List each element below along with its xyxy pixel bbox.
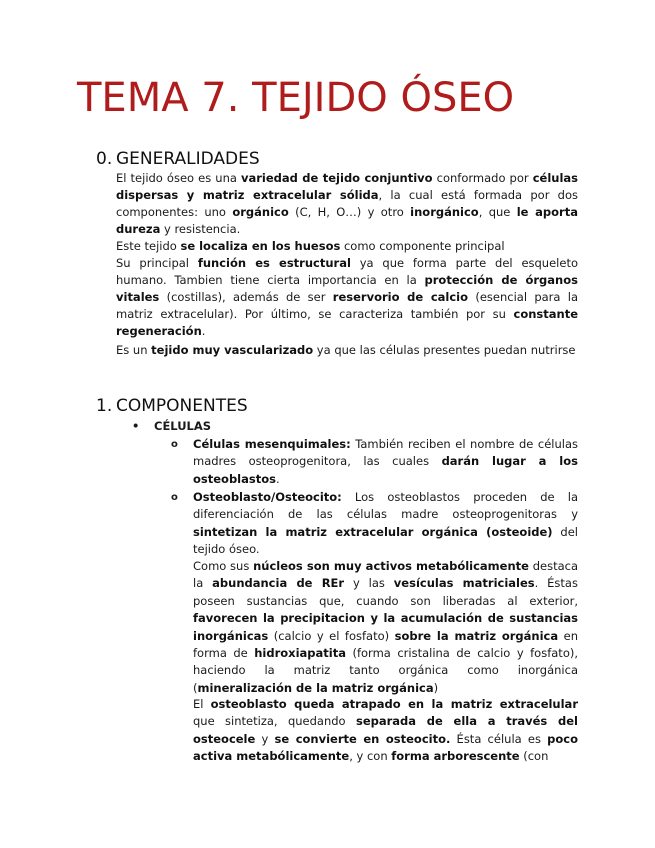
bold-text: función es estructural	[197, 256, 351, 270]
text-run: (esencial para la matriz extracelular). Por último, se caracteriza también por su	[116, 290, 578, 321]
section-title: COMPONENTES	[116, 396, 248, 416]
text-run: ya que las células presentes puedan nutrirse	[313, 343, 576, 357]
text-run: (con	[519, 749, 549, 764]
section-number: 0.	[96, 149, 113, 169]
paragraph	[116, 342, 578, 359]
text-run: Como sus	[193, 559, 254, 573]
list-item-continuation	[193, 558, 578, 697]
text-run: Es un	[116, 343, 152, 357]
bold-text: sobre la matriz orgánica	[394, 628, 559, 643]
text-run: (forma cristalina de calcio y fosfato), haciendo la matriz tanto orgánica como inorgánica (	[193, 646, 578, 695]
text-run: y resistencia.	[160, 222, 241, 236]
list-item-mesenquimales	[193, 436, 578, 488]
bold-text: inorgánico	[410, 205, 479, 219]
text-run: . Éstas poseen sustancias que, cuando son liberadas al exterior,	[193, 576, 578, 608]
text-run: , y con	[349, 749, 392, 764]
bold-text: tejido muy vascularizado	[151, 343, 314, 357]
text-run: ya que forma parte del esqueleto humano. Tambien tiene cierta importancia en la	[116, 256, 578, 287]
text-run: El tejido óseo es una	[116, 171, 241, 185]
text-run: Ésta célula es	[450, 731, 548, 746]
text-run: destaca la	[193, 559, 579, 591]
bold-text: Células mesenquimales:	[193, 437, 351, 451]
text-run: .	[275, 471, 280, 486]
text-run: (costillas), además de ser	[159, 290, 333, 304]
bold-text: separada de ella a través del osteocele	[193, 714, 578, 746]
text-run: .	[201, 324, 206, 338]
bold-text: osteoblasto queda atrapado en la matriz extracelular	[210, 697, 578, 711]
bold-text: células dispersas y matriz extracelular sólida	[116, 171, 578, 202]
bold-text: orgánico	[232, 205, 289, 219]
bold-text: variedad de tejido conjuntivo	[240, 171, 433, 185]
text-run: y las	[344, 576, 394, 591]
bullet-icon: •	[132, 419, 140, 433]
bold-text: hidroxiapatita	[254, 646, 346, 661]
bold-text: protección de órganos vitales	[116, 273, 578, 304]
bold-text: vesículas matriciales	[393, 576, 535, 591]
text-run: como componente principal	[340, 239, 505, 253]
bold-text: se localiza en los huesos	[180, 239, 341, 253]
section-number: 1.	[96, 396, 113, 416]
bold-text: constante regeneración	[116, 307, 578, 338]
text-run: y	[255, 731, 275, 746]
text-run: (C, H, O…) y otro	[288, 205, 411, 219]
paragraph	[116, 255, 578, 340]
bullet-item-celulas	[132, 418, 211, 435]
bold-text: forma arborescente	[391, 749, 520, 764]
bold-text: poco activa metabólicamente	[193, 731, 578, 764]
section-title: GENERALIDADES	[116, 149, 260, 169]
text-run: También reciben el nombre de células madres osteoprogenitora, las cuales	[193, 437, 578, 469]
bold-text: se convierte en osteocito.	[274, 731, 451, 746]
bullet-label: CÉLULAS	[154, 419, 212, 433]
section-heading-generalidades	[96, 148, 260, 170]
bold-text: abundancia de REr	[212, 576, 345, 591]
bold-text: núcleos son muy activos metabólicamente	[253, 559, 529, 573]
text-run: del tejido óseo.	[193, 524, 578, 557]
text-run: )	[433, 680, 439, 695]
bold-text: Osteoblasto/Osteocito:	[193, 490, 342, 504]
text-run: El	[193, 697, 211, 711]
text-run: Su principal	[116, 256, 198, 270]
page-title: TEMA 7. TEJIDO ÓSEO	[77, 75, 515, 121]
bold-text: reservorio de calcio	[332, 290, 469, 304]
bold-text: le aporta dureza	[116, 205, 578, 236]
bold-text: favorecen la precipitacion y la acumulación de sustancias inorgánicas	[193, 611, 578, 643]
text-run: , la cual está formada por dos componentes: uno	[116, 188, 579, 219]
section-heading-componentes	[96, 395, 248, 417]
text-run: Este tejido	[116, 239, 181, 253]
list-item-osteoblasto	[193, 489, 578, 559]
bold-text: sintetizan la matriz extracelular orgánica (osteoide)	[193, 524, 553, 539]
paragraph	[116, 170, 578, 238]
text-run: conformado por	[432, 171, 533, 185]
text-run: que sintetiza, quedando	[193, 714, 356, 729]
text-run: (calcio y el fosfato)	[268, 628, 395, 643]
bold-text: mineralización de la matriz orgánica	[197, 680, 434, 695]
paragraph	[116, 238, 578, 255]
text-run: , que	[478, 205, 517, 219]
bold-text: darán lugar a los osteoblastos	[193, 454, 578, 486]
text-run: Los osteoblastos proceden de la diferenciación de las células madre osteoprogenitoras y	[193, 490, 578, 522]
sub-bullet-icon: o	[171, 439, 178, 450]
text-run: en forma de	[193, 628, 578, 661]
sub-bullet-icon: o	[171, 492, 178, 503]
list-item-continuation	[193, 696, 578, 766]
